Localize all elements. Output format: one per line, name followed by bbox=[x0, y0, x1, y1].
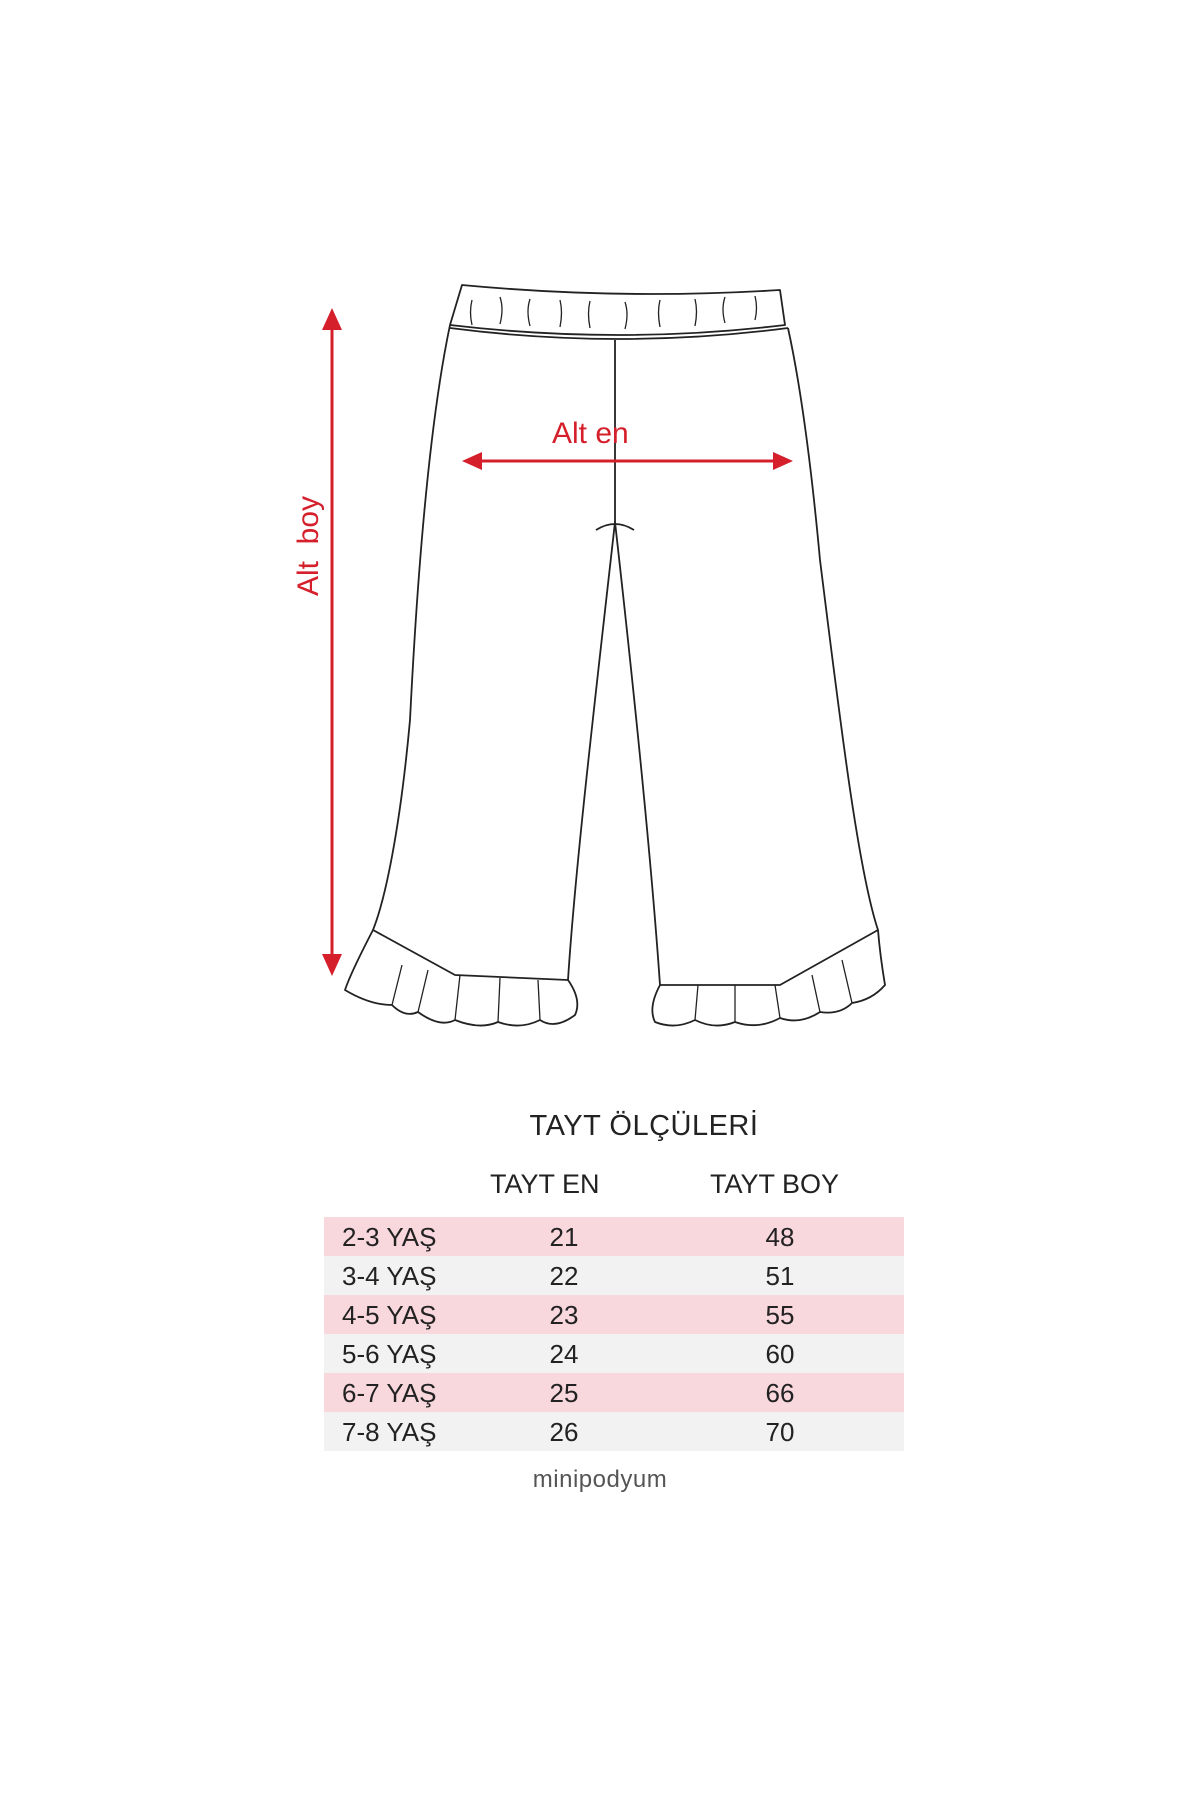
boy-cell: 51 bbox=[765, 1261, 795, 1291]
en-cell: 21 bbox=[549, 1222, 579, 1252]
age-cell: 3-4 YAŞ bbox=[342, 1261, 437, 1291]
table-row bbox=[324, 1334, 904, 1373]
en-cell: 22 bbox=[549, 1261, 579, 1291]
age-cell: 7-8 YAŞ bbox=[342, 1417, 437, 1447]
table-row bbox=[324, 1217, 904, 1256]
header-boy: TAYT BOY bbox=[710, 1169, 840, 1199]
length-label: Alt boy bbox=[292, 495, 325, 596]
age-cell: 5-6 YAŞ bbox=[342, 1339, 437, 1369]
table-row bbox=[324, 1295, 904, 1334]
age-cell: 4-5 YAŞ bbox=[342, 1300, 437, 1330]
width-label: Alt en bbox=[552, 417, 629, 450]
table-header-row bbox=[324, 1169, 904, 1209]
en-cell: 23 bbox=[549, 1300, 579, 1330]
boy-cell: 55 bbox=[765, 1300, 795, 1330]
boy-cell: 48 bbox=[765, 1222, 795, 1252]
boy-cell: 66 bbox=[765, 1378, 795, 1408]
table-body bbox=[324, 1217, 904, 1451]
age-cell: 2-3 YAŞ bbox=[342, 1222, 437, 1252]
en-cell: 26 bbox=[549, 1417, 579, 1447]
leggings-outline bbox=[345, 285, 885, 1026]
length-arrow bbox=[322, 308, 342, 976]
width-arrow bbox=[462, 452, 793, 470]
header-en: TAYT EN bbox=[490, 1169, 600, 1199]
brand-logo: minipodyum bbox=[532, 1466, 668, 1493]
boy-cell: 70 bbox=[765, 1417, 795, 1447]
table-title: TAYT ÖLÇÜLERİ bbox=[529, 1110, 759, 1142]
size-table bbox=[324, 1110, 904, 1451]
table-row bbox=[324, 1412, 904, 1451]
table-row bbox=[324, 1256, 904, 1295]
table-row bbox=[324, 1373, 904, 1412]
en-cell: 25 bbox=[549, 1378, 579, 1408]
age-cell: 6-7 YAŞ bbox=[342, 1378, 437, 1408]
boy-cell: 60 bbox=[765, 1339, 795, 1369]
en-cell: 24 bbox=[549, 1339, 579, 1369]
